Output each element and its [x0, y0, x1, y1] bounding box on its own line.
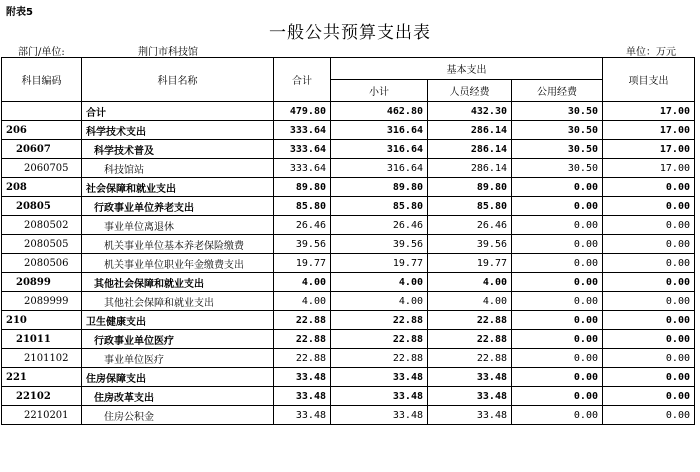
cell-public: 0.00	[512, 254, 603, 273]
cell-code: 2089999	[2, 292, 82, 311]
cell-public: 0.00	[512, 235, 603, 254]
header-public: 公用经费	[512, 80, 603, 102]
cell-name: 科学技术支出	[82, 121, 274, 140]
cell-total: 26.46	[274, 216, 331, 235]
cell-code: 2101102	[2, 349, 82, 368]
cell-subtotal: 22.88	[331, 349, 428, 368]
table-row	[2, 121, 695, 140]
cell-total: 39.56	[274, 235, 331, 254]
cell-project: 0.00	[603, 235, 695, 254]
cell-subtotal: 316.64	[331, 159, 428, 178]
cell-code: 208	[2, 178, 82, 197]
cell-subtotal: 89.80	[331, 178, 428, 197]
cell-subtotal: 316.64	[331, 121, 428, 140]
cell-name: 其他社会保障和就业支出	[82, 273, 274, 292]
cell-name: 社会保障和就业支出	[82, 178, 274, 197]
cell-project: 0.00	[603, 273, 695, 292]
cell-subtotal: 33.48	[331, 406, 428, 425]
cell-subtotal: 462.80	[331, 102, 428, 121]
cell-code: 210	[2, 311, 82, 330]
cell-project: 0.00	[603, 406, 695, 425]
department-value: 荆门市科技馆	[138, 47, 198, 58]
cell-subtotal: 316.64	[331, 140, 428, 159]
cell-code: 20805	[2, 197, 82, 216]
cell-code: 2080502	[2, 216, 82, 235]
budget-table	[1, 57, 695, 425]
cell-public: 0.00	[512, 406, 603, 425]
cell-total: 22.88	[274, 330, 331, 349]
department-label: 部门/单位:	[18, 47, 65, 58]
cell-name: 科技馆站	[82, 159, 274, 178]
cell-personnel: 26.46	[428, 216, 512, 235]
cell-public: 0.00	[512, 197, 603, 216]
table-row	[2, 178, 695, 197]
cell-name: 机关事业单位职业年金缴费支出	[82, 254, 274, 273]
header-name: 科目名称	[82, 58, 274, 102]
cell-code: 206	[2, 121, 82, 140]
cell-public: 0.00	[512, 311, 603, 330]
cell-total: 19.77	[274, 254, 331, 273]
cell-name: 事业单位离退休	[82, 216, 274, 235]
cell-total: 89.80	[274, 178, 331, 197]
cell-subtotal: 26.46	[331, 216, 428, 235]
table-row	[2, 406, 695, 425]
cell-subtotal: 33.48	[331, 387, 428, 406]
table-row	[2, 311, 695, 330]
table-row	[2, 216, 695, 235]
page-title: 一般公共预算支出表	[269, 23, 431, 43]
appendix-label: 附表5	[6, 7, 33, 18]
cell-name: 住房改革支出	[82, 387, 274, 406]
header-personnel: 人员经费	[428, 80, 512, 102]
cell-code: 221	[2, 368, 82, 387]
cell-personnel: 33.48	[428, 387, 512, 406]
cell-name: 卫生健康支出	[82, 311, 274, 330]
cell-name: 合计	[82, 102, 274, 121]
cell-public: 30.50	[512, 159, 603, 178]
cell-code: 2080505	[2, 235, 82, 254]
table-row	[2, 235, 695, 254]
cell-total: 333.64	[274, 140, 331, 159]
cell-total: 33.48	[274, 387, 331, 406]
cell-personnel: 85.80	[428, 197, 512, 216]
cell-public: 0.00	[512, 292, 603, 311]
cell-personnel: 39.56	[428, 235, 512, 254]
cell-personnel: 33.48	[428, 406, 512, 425]
cell-public: 0.00	[512, 368, 603, 387]
cell-code: 2080506	[2, 254, 82, 273]
cell-public: 0.00	[512, 330, 603, 349]
cell-total: 333.64	[274, 121, 331, 140]
cell-personnel: 286.14	[428, 159, 512, 178]
cell-personnel: 19.77	[428, 254, 512, 273]
header-basic: 基本支出	[331, 58, 603, 80]
table-row	[2, 349, 695, 368]
cell-personnel: 89.80	[428, 178, 512, 197]
cell-personnel: 432.30	[428, 102, 512, 121]
cell-project: 0.00	[603, 292, 695, 311]
header-subtotal: 小计	[331, 80, 428, 102]
cell-name: 科学技术普及	[82, 140, 274, 159]
cell-public: 0.00	[512, 387, 603, 406]
cell-name: 住房公积金	[82, 406, 274, 425]
cell-personnel: 33.48	[428, 368, 512, 387]
cell-total: 479.80	[274, 102, 331, 121]
cell-code: 20899	[2, 273, 82, 292]
unit-label: 单位：万元	[626, 47, 676, 58]
cell-personnel: 22.88	[428, 311, 512, 330]
cell-project: 17.00	[603, 140, 695, 159]
cell-public: 30.50	[512, 102, 603, 121]
cell-name: 机关事业单位基本养老保险缴费	[82, 235, 274, 254]
cell-personnel: 22.88	[428, 330, 512, 349]
cell-subtotal: 4.00	[331, 292, 428, 311]
cell-project: 0.00	[603, 311, 695, 330]
table-row	[2, 292, 695, 311]
cell-name: 行政事业单位养老支出	[82, 197, 274, 216]
cell-name: 事业单位医疗	[82, 349, 274, 368]
table-row	[2, 197, 695, 216]
cell-public: 0.00	[512, 273, 603, 292]
cell-total: 85.80	[274, 197, 331, 216]
cell-code	[2, 102, 82, 121]
table-row	[2, 159, 695, 178]
cell-project: 0.00	[603, 216, 695, 235]
cell-project: 0.00	[603, 387, 695, 406]
cell-name: 行政事业单位医疗	[82, 330, 274, 349]
table-row	[2, 102, 695, 121]
cell-total: 22.88	[274, 311, 331, 330]
table-row	[2, 368, 695, 387]
cell-code: 2210201	[2, 406, 82, 425]
cell-public: 0.00	[512, 349, 603, 368]
cell-name: 其他社会保障和就业支出	[82, 292, 274, 311]
cell-subtotal: 19.77	[331, 254, 428, 273]
cell-subtotal: 39.56	[331, 235, 428, 254]
cell-project: 0.00	[603, 178, 695, 197]
table-row	[2, 140, 695, 159]
cell-personnel: 286.14	[428, 121, 512, 140]
cell-public: 0.00	[512, 178, 603, 197]
cell-personnel: 4.00	[428, 273, 512, 292]
cell-project: 0.00	[603, 368, 695, 387]
cell-code: 2060705	[2, 159, 82, 178]
table-row	[2, 254, 695, 273]
cell-public: 30.50	[512, 121, 603, 140]
table-body	[2, 102, 695, 425]
header-project: 项目支出	[603, 58, 695, 102]
cell-name: 住房保障支出	[82, 368, 274, 387]
cell-project: 0.00	[603, 254, 695, 273]
cell-subtotal: 22.88	[331, 330, 428, 349]
header-code: 科目编码	[2, 58, 82, 102]
cell-project: 0.00	[603, 197, 695, 216]
cell-total: 4.00	[274, 292, 331, 311]
cell-personnel: 4.00	[428, 292, 512, 311]
cell-subtotal: 22.88	[331, 311, 428, 330]
cell-project: 17.00	[603, 102, 695, 121]
cell-code: 20607	[2, 140, 82, 159]
cell-personnel: 286.14	[428, 140, 512, 159]
cell-total: 33.48	[274, 406, 331, 425]
table-row	[2, 387, 695, 406]
cell-subtotal: 4.00	[331, 273, 428, 292]
cell-public: 0.00	[512, 216, 603, 235]
table-row	[2, 330, 695, 349]
cell-personnel: 22.88	[428, 349, 512, 368]
cell-total: 333.64	[274, 159, 331, 178]
cell-project: 17.00	[603, 159, 695, 178]
cell-total: 4.00	[274, 273, 331, 292]
header-total: 合计	[274, 58, 331, 102]
cell-code: 21011	[2, 330, 82, 349]
cell-total: 22.88	[274, 349, 331, 368]
cell-subtotal: 33.48	[331, 368, 428, 387]
cell-project: 0.00	[603, 330, 695, 349]
cell-project: 0.00	[603, 349, 695, 368]
cell-project: 17.00	[603, 121, 695, 140]
cell-public: 30.50	[512, 140, 603, 159]
cell-code: 22102	[2, 387, 82, 406]
table-row	[2, 273, 695, 292]
cell-total: 33.48	[274, 368, 331, 387]
cell-subtotal: 85.80	[331, 197, 428, 216]
